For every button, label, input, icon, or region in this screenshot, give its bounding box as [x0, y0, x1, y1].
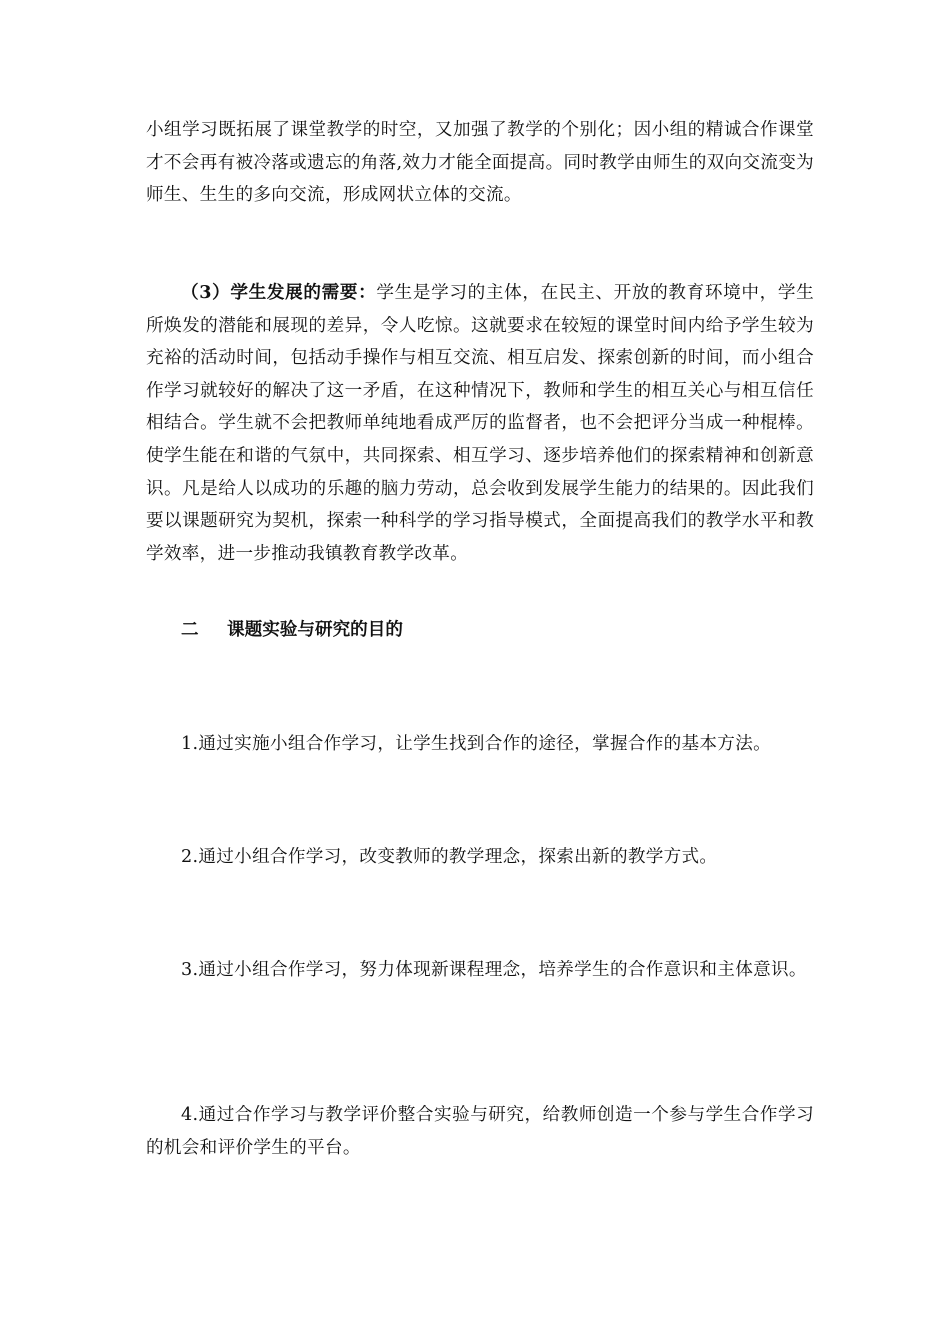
paragraph-intro: 小组学习既拓展了课堂教学的时空，又加强了教学的个别化；因小组的精诚合作课堂才不会再有被冷落或遗忘的角落,效力才能全面提高。同时教学由师生的双向交流变为师生、生生的多向交流，形成网状立体的交流。: [146, 120, 814, 206]
list-item: 4.通过合作学习与教学评价整合实验与研究，给教师创造一个参与学生合作学习的机会和评价学生的平台。: [146, 1105, 814, 1158]
section-heading: [181, 616, 403, 644]
paragraph-body: 学生是学习的主体，在民主、开放的教育环境中，学生所焕发的潜能和展现的差异，令人吃惊。这就要求在较短的课堂时间内给予学生较为充裕的活动时间，包括动手操作与相互交流、相互启发、探索创新的时间，而小组合作学习就较好的解决了这一矛盾，在这种情况下，教师和学生的相互关心与相互信任相结合。学生就不会把教师单纯地看成严厉的监督者，也不会把评分当成一种棍棒。使学生能在和谐的气氛中，共同探索、相互学习、逐步培养他们的探索精神和创新意识。凡是给人以成功的乐趣的脑力劳动，总会收到发展学生能力的结果的。因此我们要以课题研究为契机，探索一种科学的学习指导模式，全面提高我们的教学水平和教学效率，进一步推动我镇教育教学改革。: [146, 283, 815, 564]
list-item: 1.通过实施小组合作学习，让学生找到合作的途径，掌握合作的基本方法。: [181, 734, 771, 754]
section-number: 二: [181, 619, 199, 640]
paragraph-lead: （3）学生发展的需要：: [181, 282, 377, 303]
list-item: 2.通过小组合作学习，改变教师的教学理念，探索出新的教学方式。: [181, 847, 718, 867]
list-item: 3.通过小组合作学习，努力体现新课程理念，培养学生的合作意识和主体意识。: [181, 960, 807, 980]
paragraph-student-development: [146, 277, 814, 570]
section-title: 课题实验与研究的目的: [227, 619, 403, 640]
